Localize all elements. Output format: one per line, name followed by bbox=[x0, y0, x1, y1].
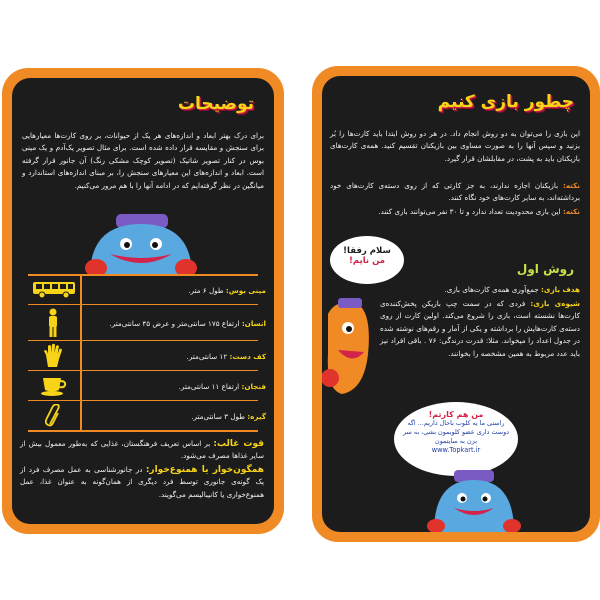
divider bbox=[28, 400, 258, 401]
bubble-line: سلام رفقا! bbox=[343, 246, 391, 256]
scale-desc: ارتفاع ۱۷۵ سانتی‌متر و عرض ۴۵ سانتی‌متر. bbox=[109, 318, 240, 328]
how-to-play-card bbox=[312, 66, 600, 542]
mascot-character bbox=[76, 214, 206, 276]
scale-desc: ارتفاع ۱۱ سانتی‌متر. bbox=[178, 381, 240, 391]
bubble-line: من ناپم! bbox=[349, 256, 385, 266]
divider bbox=[28, 340, 258, 341]
scale-name: فنجان: bbox=[241, 381, 266, 391]
scale-name: گیره: bbox=[247, 411, 266, 421]
goal-text: جمع‌آوری همه‌ی کارت‌های بازی. bbox=[444, 285, 539, 294]
person-icon bbox=[46, 308, 60, 342]
cup-icon bbox=[40, 375, 68, 401]
website-link[interactable]: www.Topkart.ir bbox=[431, 446, 481, 454]
divider bbox=[28, 430, 258, 432]
term-text: بر اساس تعریف فرهنگستان، غذایی که به‌طور معمول بیش از سایر غذاها مصرف می‌شود. bbox=[20, 439, 264, 461]
scale-desc: ۱۲ سانتی‌متر. bbox=[186, 351, 228, 361]
term-title: همگون‌خوار یا همنوع‌خوار: bbox=[145, 465, 264, 475]
scale-desc: طول ۶ متر. bbox=[188, 285, 224, 295]
note-title: نکته: bbox=[562, 207, 580, 216]
side-mascot bbox=[322, 294, 376, 404]
term-title: قوت غالب: bbox=[213, 439, 264, 449]
description-title: توضیحات bbox=[177, 94, 254, 114]
minibus-icon bbox=[32, 281, 76, 303]
scale-name: مینی بوس: bbox=[225, 285, 266, 295]
term-text: در جانورشناسی به عمل مصرف فرد از یک گونه‌ی جانوری توسط فرد دیگری از همان‌گونه به عنوان غذا، عمل همنوع‌خواری یا کانیبالیسم می‌گویند. bbox=[20, 465, 264, 499]
how-section bbox=[380, 298, 580, 360]
greeting-speech-bubble bbox=[330, 236, 404, 284]
description-intro: برای درک بهتر ابعاد و اندازه‌های هر یک از حیوانات، بر روی کارت‌ها معیارهایی برای سنجش و مقایسه قرار داده شده است. برای مثال تصویر یک‌آدم و یک مینی بوس در کنار تصویر شاتیک (تصویر کوچک مشکی رنگ) آن جانور قرار گرفته است. ابعاد و اندازه‌های این معیارهای سنجش را، بر مبنای اندازه‌های استاندارد و میانگین در نظر گرفته‌ایم که در ادامه آنها را با هم مرور می‌کنیم. bbox=[22, 131, 264, 190]
divider bbox=[28, 304, 258, 305]
bubble-text: راستی ما یه کلوب باحال داریم... اگه دوست داری عضو کلوبمون بشی، به سر بزن به سایتمون bbox=[403, 419, 509, 445]
note-1 bbox=[330, 180, 580, 205]
how-to-play-title: چطور بازی کنیم bbox=[437, 92, 574, 112]
hand-icon bbox=[42, 343, 64, 371]
paperclip-icon bbox=[45, 404, 63, 432]
note-text: این بازی محدودیت تعداد ندارد و تا ۳۰ نفر می‌توانند بازی کنند. bbox=[378, 207, 561, 216]
scale-name: انسان: bbox=[241, 318, 266, 328]
method-title: روش اول bbox=[516, 262, 574, 276]
term-staple-food bbox=[20, 438, 264, 463]
note-2 bbox=[330, 206, 580, 218]
club-speech-bubble bbox=[394, 402, 518, 476]
bottom-mascot bbox=[426, 470, 522, 532]
how-text: فردی که در سمت چپ بازیکن پخش‌کننده‌ی کارت‌ها نشسته است، بازی را شروع می‌کند. اولین کارت از روی دسته‌ی کارت‌هایش را برداشته و یکی از آمار و رقم‌های نوشته شده در جدول اعداد را میخواند. مثلا: قدرت درندگی: ۷۶ . باقی افراد نیز باید عدد مربوط به همین مشخصه را بخوانند. bbox=[380, 299, 580, 358]
note-text: بازیکنان اجازه ندارند، به جز کارتی که از روی دسته‌ی کارت‌های خود برداشته‌اند، به سایر کارت‌های خود نگاه کنند. bbox=[330, 181, 580, 203]
scale-desc: طول ۳ سانتی‌متر. bbox=[191, 411, 245, 421]
scale-name: کف دست: bbox=[229, 351, 266, 361]
goal-title: هدف بازی: bbox=[541, 285, 580, 294]
term-cannibalism bbox=[20, 464, 264, 501]
note-title: نکته: bbox=[562, 181, 580, 190]
divider bbox=[28, 370, 258, 371]
goal-section bbox=[380, 284, 580, 296]
description-card-body bbox=[12, 78, 274, 524]
description-card bbox=[2, 68, 284, 534]
how-to-play-card-body bbox=[322, 76, 590, 532]
how-to-play-intro: این بازی را می‌توان به دو روش انجام داد. در هر دو روش ابتدا باید کارت‌ها را بُر بزنید و سپس آنها را به صورت مساوی بین بازیکنان تقسیم کنید. همه‌ی کارت‌های بازیکنان باید به پشت، در مقابلشان قرار گیرد. bbox=[330, 129, 580, 163]
bubble-line: من هم کارتم! bbox=[428, 410, 484, 419]
how-title: شیوه‌ی بازی: bbox=[530, 299, 580, 308]
